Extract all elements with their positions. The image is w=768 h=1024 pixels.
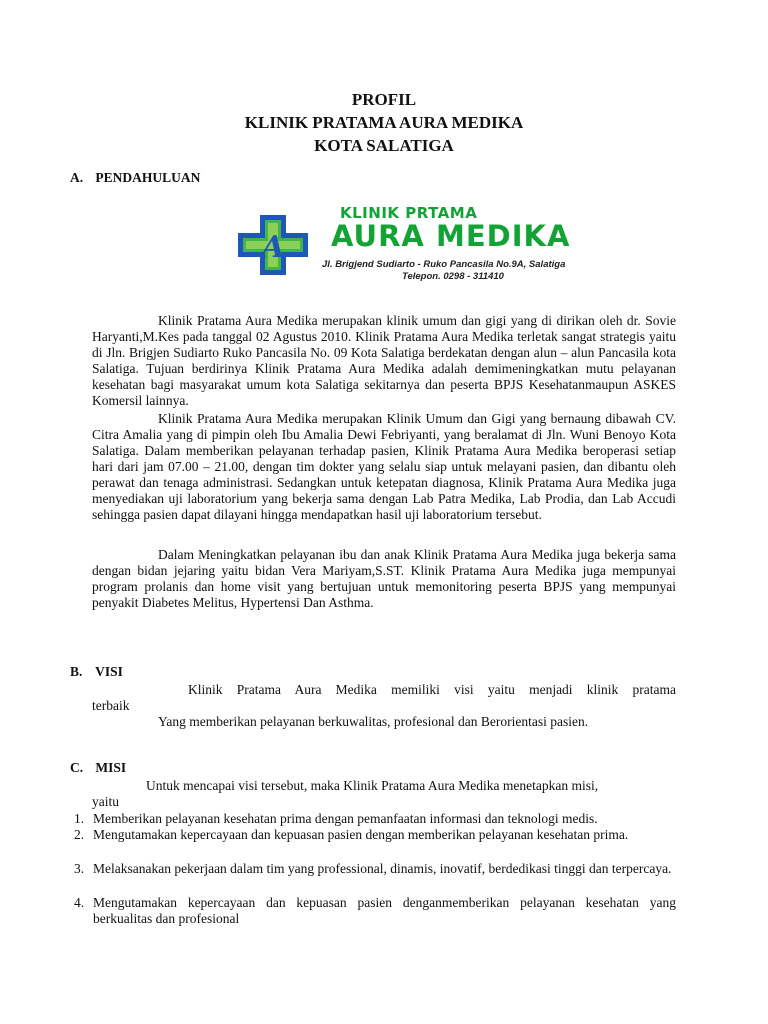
logo-phone: Telepon. 0298 - 311410 — [402, 271, 504, 282]
section-b-heading — [70, 664, 123, 680]
logo-mark-letter: A — [261, 230, 285, 265]
misi-item-text: Mengutamakan kepercayaan dan kepuasan pasien dengan memberikan pelayanan kesehatan prima. — [93, 827, 629, 842]
section-b-title: VISI — [95, 664, 123, 679]
misi-item-text: Mengutamakan kepercayaan dan kepuasan pasien denganmemberikan pelayanan kesehatan yang berkualitas dan profesional — [93, 895, 676, 926]
misi-item-text: Melaksanakan pekerjaan dalam tim yang professional, dinamis, inovatif, berdedikasi tinggi dan terpercaya. — [93, 861, 672, 876]
doc-title-clinic-name: KLINIK PRATAMA AURA MEDIKA — [244, 113, 524, 132]
misi-item-number: 2. — [74, 827, 85, 842]
section-c-title: MISI — [95, 760, 127, 775]
misi-intro-line-1: Untuk mencapai visi tersebut, maka Klinik Pratama Aura Medika menetapkan misi, — [146, 778, 599, 793]
section-a-heading — [70, 170, 200, 186]
clinic-cross-icon — [228, 207, 318, 283]
section-a-label: A. — [70, 170, 84, 185]
misi-item-number: 3. — [74, 861, 85, 876]
section-b-label: B. — [70, 664, 83, 679]
section-c-heading — [70, 760, 126, 776]
misi-intro-line-2: yaitu — [92, 794, 119, 809]
section-c-label: C. — [70, 760, 84, 775]
visi-line-2: terbaik — [92, 698, 130, 713]
pendahuluan-paragraph-3: Dalam Meningkatkan pelayanan ibu dan anak Klinik Pratama Aura Medika juga bekerja sama dengan bidan jejaring yaitu bidan Vera Mariyam,S.ST. Klinik Pratama Aura Medika juga mempunyai program prolanis dan home visit yang bertujuan untuk memonitoring peserta BPJS yang mempunyai penyakit Diabetes Melitus, Hypertensi Dan Asthma. — [92, 547, 676, 610]
visi-statement: Yang memberikan pelayanan berkuwalitas, profesional dan Berorientasi pasien. — [158, 714, 589, 729]
misi-item-number: 1. — [74, 811, 85, 826]
misi-item-number: 4. — [74, 895, 85, 910]
doc-title-city: KOTA SALATIGA — [314, 136, 454, 155]
logo-line1: KLINIK PRTAMA — [340, 204, 478, 222]
logo-line2: AURA MEDIKA — [331, 219, 571, 253]
visi-line-1: Klinik Pratama Aura Medika memiliki visi yaitu menjadi klinik pratama — [188, 682, 676, 697]
misi-item-text: Memberikan pelayanan kesehatan prima dengan pemanfaatan informasi dan teknologi medis. — [93, 811, 598, 826]
section-a-title: PENDAHULUAN — [95, 170, 201, 185]
doc-title-profil: PROFIL — [351, 90, 417, 109]
pendahuluan-paragraph-2: Klinik Pratama Aura Medika merupakan Klinik Umum dan Gigi yang bernaung dibawah CV. Citra Amalia yang di pimpin oleh Ibu Amalia Dewi Febriyanti, yang beralamat di Jln. Wuni Benoyo Kota Salatiga. Dalam memberikan pelayanan terhadap pasien, Klinik Pratama Aura Medika beroperasi setiap hari dari jam 07.00 – 21.00, dengan tim dokter yang selalu siap untuk melayani pasien, dan dibantu oleh perawat dan tenaga administrasi. Sedangkan untuk ketepatan diagnosa, Klinik Pratama Aura Medika juga menyediakan uji laboratorium yang bekerja sama dengan Lab Patra Medika, Lab Prodia, dan Lab Accudi sehingga pasien dapat dilayani hingga mendapatkan hasil uji laboratorium tersebut. — [92, 411, 676, 522]
pendahuluan-paragraph-1: Klinik Pratama Aura Medika merupakan klinik umum dan gigi yang di dirikan oleh dr. Sovie Haryanti,M.Kes pada tanggal 02 Agustus 2010. Klinik Pratama Aura Medika terletak sangat strategis yaitu di Jln. Brigjen Sudiarto Ruko Pancasila No. 09 Kota Salatiga berdekatan dengan alun – alun Pancasila kota Salatiga. Tujuan berdirinya Klinik Pratama Aura Medika adalah demimeningkatkan mutu pelayanan kesehatan bagi masyarakat umum kota Salatiga sekitarnya dan peserta BPJS Kesehatanmaupun ASKES Komersil lainnya. — [92, 313, 676, 408]
logo-address: Jl. Brigjend Sudiarto - Ruko Pancasila No.9A, Salatiga — [322, 259, 566, 270]
